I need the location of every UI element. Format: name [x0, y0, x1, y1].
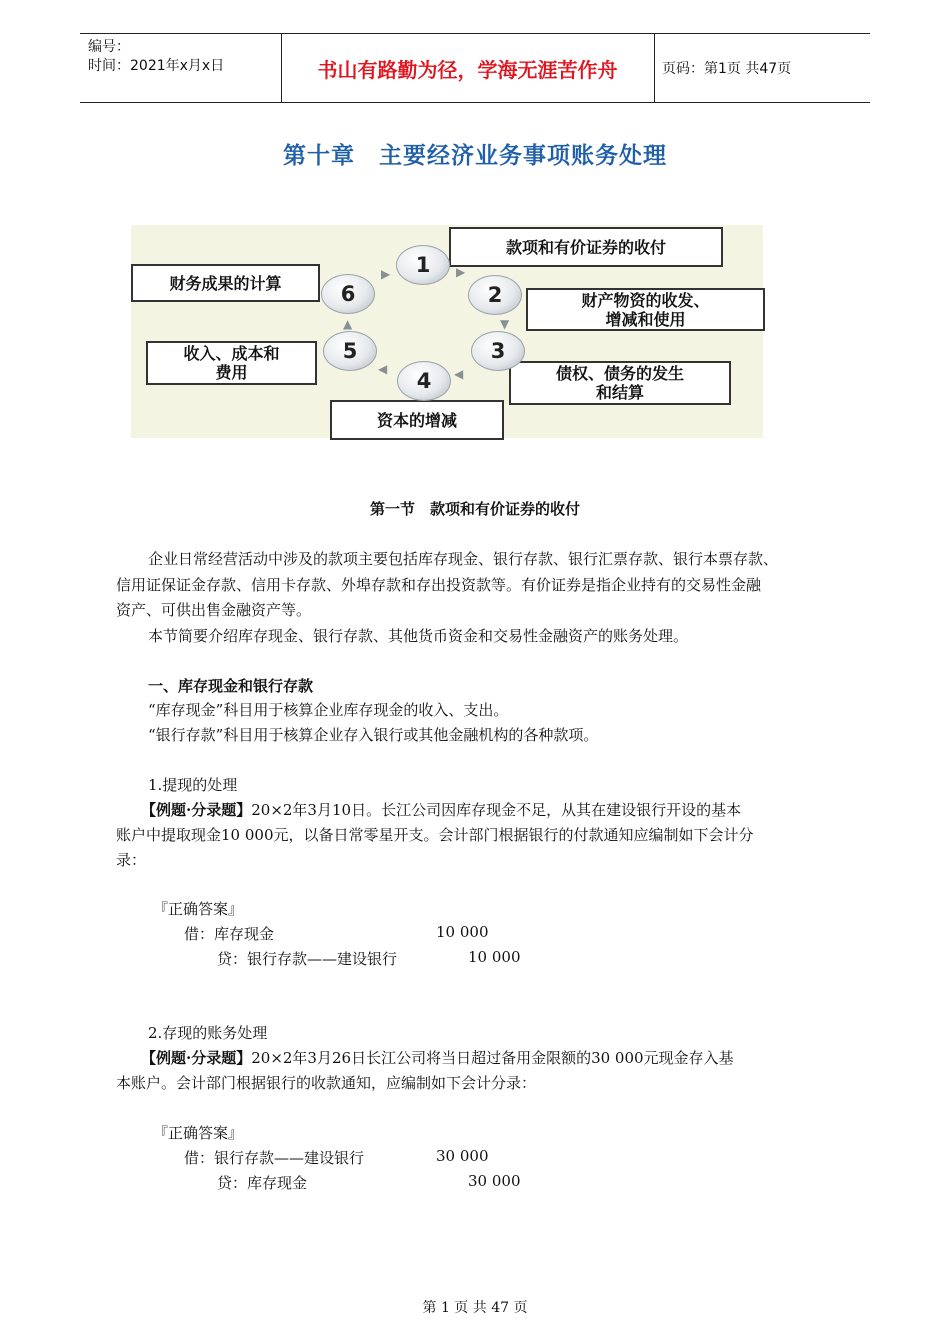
- journal-credit: 贷：库存现金: [217, 1174, 308, 1192]
- step-2-circle: [468, 275, 522, 315]
- step-3-circle: [471, 331, 525, 371]
- example-line: 本账户。会计部门根据银行的收款通知，应编制如下会计分录：: [116, 1074, 537, 1092]
- step-number: 5: [342, 339, 358, 363]
- step-5-circle: [323, 331, 377, 371]
- intro-line: 企业日常经营活动中涉及的款项主要包括库存现金、银行存款、银行汇票存款、银行本票存款、: [148, 550, 779, 568]
- arrow-icon: ▶: [381, 267, 391, 281]
- diagram-box-label: 资本的增减: [376, 410, 457, 430]
- diagram-box-label: 财务成果的计算: [169, 273, 282, 293]
- diagram-box-label: 款项和有价证券的收付: [505, 237, 666, 257]
- answer-label: 『正确答案』: [153, 1124, 244, 1142]
- arrow-icon: ▲: [343, 317, 353, 331]
- time-label: 时间：2021年x月x日: [88, 58, 225, 74]
- journal-credit-amount: 10 000: [468, 948, 521, 966]
- arrow-icon: ◀: [378, 362, 388, 376]
- example-line: [141, 1047, 734, 1068]
- journal-debit-amount: 30 000: [436, 1147, 489, 1165]
- header-page-info: 页码：第1页 共47页: [662, 61, 792, 77]
- step-number: 4: [416, 369, 432, 393]
- header-divider: [654, 34, 655, 102]
- arrow-icon: ▶: [456, 265, 466, 279]
- page-footer: 第 1 页 共 47 页: [422, 1300, 528, 1316]
- diagram-box-1: [449, 227, 723, 267]
- journal-debit-amount: 10 000: [436, 923, 489, 941]
- step-number: 6: [340, 282, 356, 306]
- cycle-diagram: [131, 225, 763, 438]
- number-label: 编号：: [88, 39, 130, 55]
- example-tag: 【例题·分录题】: [141, 1049, 252, 1067]
- journal-debit: 借：银行存款——建设银行: [184, 1149, 365, 1167]
- diagram-box-label: 和结算: [595, 383, 644, 402]
- step-1-circle: [396, 245, 450, 285]
- diagram-box-3: [509, 361, 731, 405]
- diagram-box-2: [526, 288, 765, 331]
- diagram-box-4: [330, 400, 504, 440]
- journal-credit-amount: 30 000: [468, 1172, 521, 1190]
- definition-line: “银行存款”科目用于核算企业存入银行或其他金融机构的各种款项。: [148, 726, 599, 744]
- example-tag: 【例题·分录题】: [141, 801, 252, 819]
- arrow-icon: ◀: [454, 367, 464, 381]
- header-meta: [88, 38, 224, 76]
- diagram-box-label: 收入、成本和: [183, 344, 280, 363]
- example-text: 20×2年3月26日长江公司将当日超过备用金限额的30 000元现金存入基: [251, 1049, 734, 1067]
- example-line: 账户中提取现金10 000元，以备日常零星开支。会计部门根据银行的付款通知应编制如下会计分: [116, 826, 754, 844]
- page-header: [80, 33, 870, 103]
- diagram-box-label: 费用: [215, 363, 248, 382]
- diagram-box-6: [131, 264, 320, 302]
- step-number: 1: [415, 253, 431, 277]
- example-line: [141, 799, 741, 820]
- arrow-icon: ▼: [500, 317, 510, 331]
- step-4-circle: [397, 361, 451, 401]
- diagram-box-label: 财产物资的收发、: [581, 290, 710, 310]
- subsection-title: 一、库存现金和银行存款: [148, 677, 314, 695]
- section-title: 第一节 款项和有价证券的收付: [369, 500, 580, 518]
- chapter-title: 第十章 主要经济业务事项账务处理: [283, 143, 667, 169]
- answer-label: 『正确答案』: [153, 900, 244, 918]
- journal-credit: 贷：银行存款——建设银行: [217, 950, 398, 968]
- definition-line: “库存现金”科目用于核算企业库存现金的收入、支出。: [148, 701, 509, 719]
- header-motto: 书山有路勤为径，学海无涯苦作舟: [317, 57, 618, 82]
- step-6-circle: [321, 274, 375, 314]
- diagram-box-label: 增减和使用: [605, 309, 686, 329]
- step-number: 3: [490, 339, 506, 363]
- example-line: 录：: [116, 851, 147, 869]
- step-number: 2: [487, 283, 503, 307]
- diagram-box-label: 债权、债务的发生: [555, 364, 684, 383]
- intro-line: 信用证保证金存款、信用卡存款、外埠存款和存出投资款等。有价证券是指企业持有的交易性金融: [116, 576, 762, 594]
- item-title: 1.提现的处理: [148, 776, 238, 794]
- example-text: 20×2年3月10日。长江公司因库存现金不足，从其在建设银行开设的基本: [251, 801, 742, 819]
- item-title: 2.存现的账务处理: [148, 1024, 268, 1042]
- diagram-box-5: [146, 341, 317, 385]
- intro-line: 本节简要介绍库存现金、银行存款、其他货币资金和交易性金融资产的账务处理。: [148, 627, 689, 645]
- intro-line: 资产、可供出售金融资产等。: [116, 601, 312, 619]
- journal-debit: 借：库存现金: [184, 925, 275, 943]
